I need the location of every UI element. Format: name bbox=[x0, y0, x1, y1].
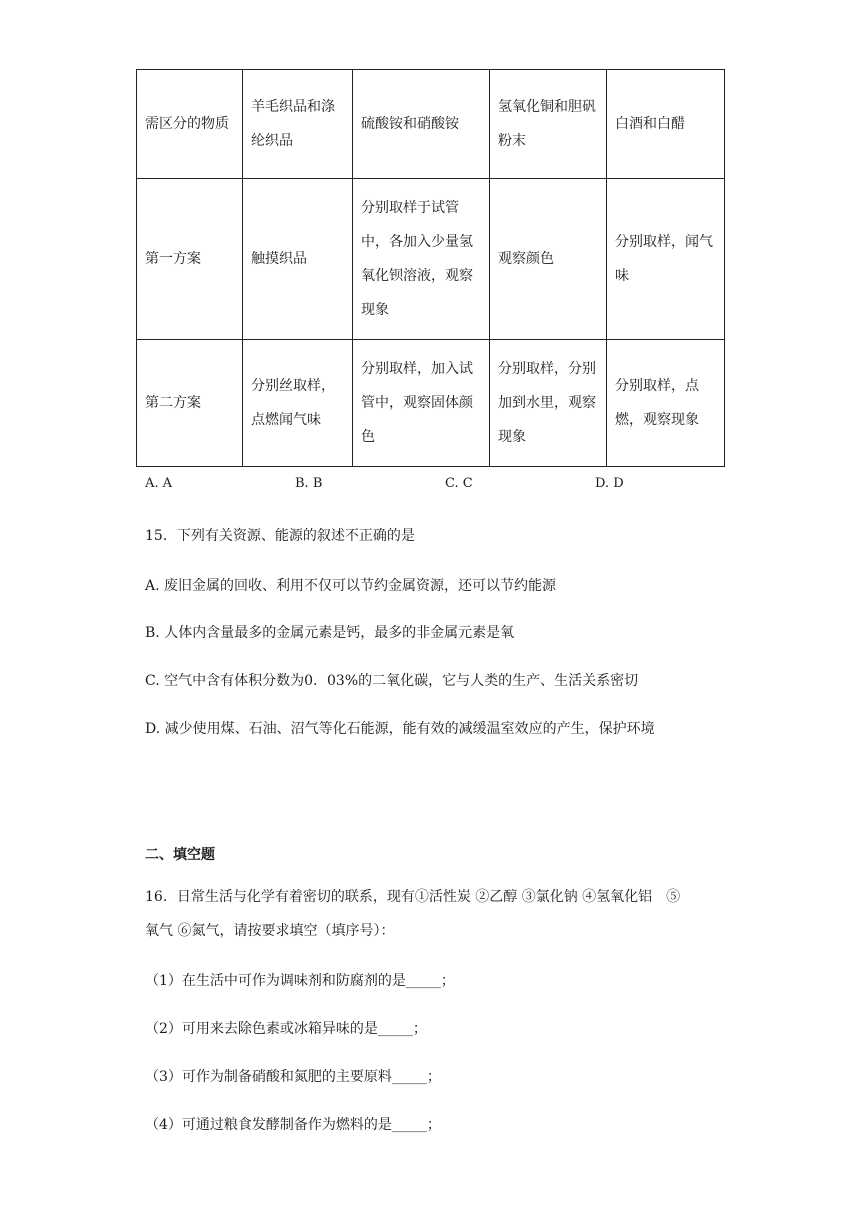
table-cell: 分别取样，闻气味 bbox=[607, 179, 725, 340]
table-cell: 分别取样，分别加到水里，观察现象 bbox=[490, 340, 607, 467]
q15-option-a[interactable]: A. 废旧金属的回收、利用不仅可以节约金属资源，还可以节约能源 bbox=[145, 578, 557, 594]
q16-part-3: （3）可作为制备硝酸和氮肥的主要原料_____； bbox=[145, 1069, 441, 1085]
table-cell: 分别取样，加入试管中，观察固体颜色 bbox=[353, 340, 490, 467]
q16-stem-line2: 氧气 ⑥氮气，请按要求填空（填序号）： bbox=[145, 923, 395, 939]
option-c[interactable]: C. C bbox=[445, 476, 473, 491]
q15-option-b[interactable]: B. 人体内含量最多的金属元素是钙，最多的非金属元素是氧 bbox=[145, 625, 515, 641]
option-b[interactable]: B. B bbox=[295, 476, 323, 491]
table-row bbox=[137, 70, 725, 179]
section-title: 二、填空题 bbox=[145, 847, 215, 863]
q16-stem-line1: 16．日常生活与化学有着密切的联系，现有①活性炭 ②乙醇 ③氯化钠 ④氢氧化铝 ⑤ bbox=[145, 889, 681, 905]
table-cell: 需区分的物质 bbox=[137, 70, 243, 179]
table-cell: 白酒和白醋 bbox=[607, 70, 725, 179]
table-cell: 第二方案 bbox=[137, 340, 243, 467]
table-cell: 硫酸铵和硝酸铵 bbox=[353, 70, 490, 179]
q16-part-2: （2）可用来去除色素或冰箱异味的是_____； bbox=[145, 1021, 427, 1037]
q15-option-c[interactable]: C. 空气中含有体积分数为0．03%的二氧化碳，它与人类的生产、生活关系密切 bbox=[145, 673, 639, 689]
table-cell: 分别取样于试管中，各加入少量氢氧化钡溶液，观察现象 bbox=[353, 179, 490, 340]
table-row bbox=[137, 179, 725, 340]
table-cell: 第一方案 bbox=[137, 179, 243, 340]
table-cell: 分别丝取样，点燃闻气味 bbox=[243, 340, 353, 467]
q15-stem: 15．下列有关资源、能源的叙述不正确的是 bbox=[145, 528, 415, 544]
option-d[interactable]: D. D bbox=[595, 476, 624, 491]
table-cell: 观察颜色 bbox=[490, 179, 607, 340]
q14-options bbox=[145, 476, 745, 498]
table-row bbox=[137, 340, 725, 467]
table-cell: 分别取样，点燃，观察现象 bbox=[607, 340, 725, 467]
table-cell: 羊毛织品和涤纶织品 bbox=[243, 70, 353, 179]
q16-part-1: （1）在生活中可作为调味剂和防腐剂的是_____； bbox=[145, 973, 455, 989]
table-cell: 触摸织品 bbox=[243, 179, 353, 340]
option-a[interactable]: A. A bbox=[145, 476, 173, 491]
options-comparison-table bbox=[136, 69, 725, 467]
q16-part-4: （4）可通过粮食发酵制备作为燃料的是_____； bbox=[145, 1117, 441, 1133]
table-cell: 氢氧化铜和胆矾粉末 bbox=[490, 70, 607, 179]
q15-option-d[interactable]: D. 减少使用煤、石油、沼气等化石能源，能有效的减缓温室效应的产生，保护环境 bbox=[145, 721, 655, 737]
